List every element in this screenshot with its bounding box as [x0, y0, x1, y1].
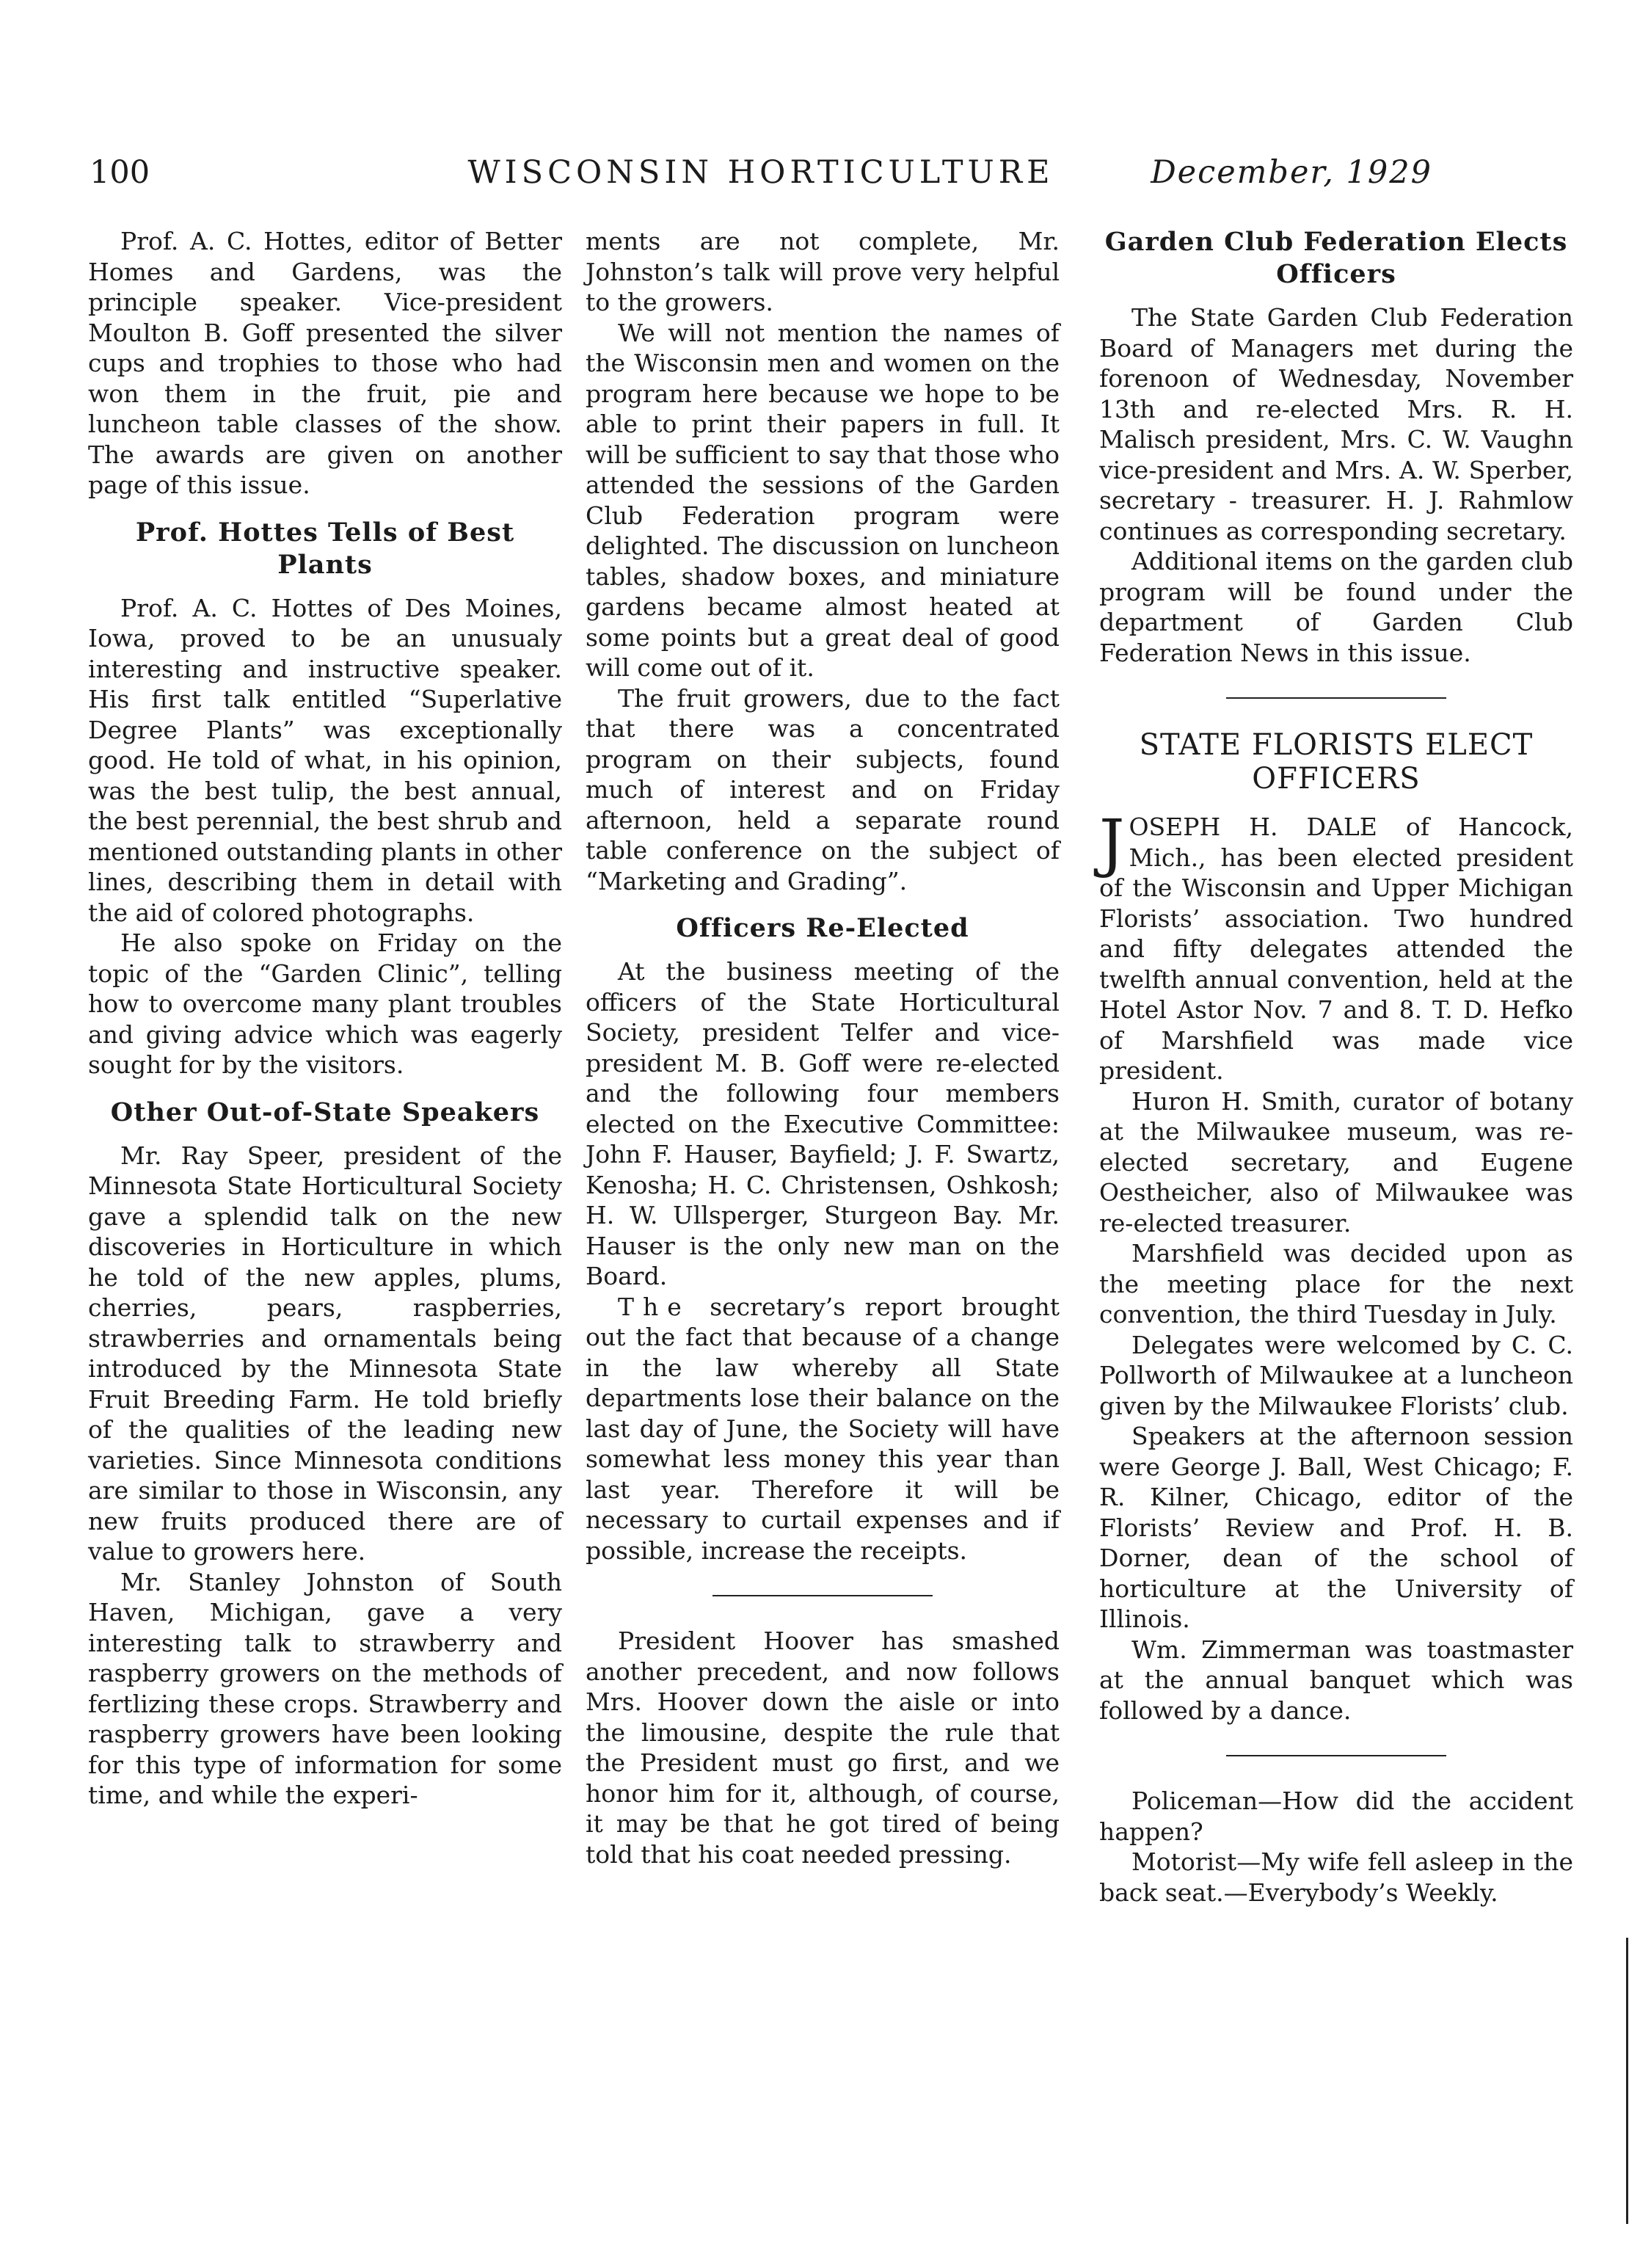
- paragraph: We will not mention the names of the Wisconsin men and women on the program here because we hope to be able to print their papers in full. It will be sufficient to say that those who attended the sessions of the Garden Club Federation program were delighted. The discussion on luncheon tables, shadow boxes, and miniature gardens became almost heated at some points but a great deal of good will come out of it.: [586, 318, 1060, 682]
- magazine-title: WISCONSIN HORTICULTURE: [467, 154, 1054, 191]
- paragraph: President Hoover has smashed another precedent, and now follows Mrs. Hoover down the aisle or into the limousine, despite the rule that the President must go first, and we honor him for it, although, of course, it may be that he got tired of being told that his coat needed pressing.: [586, 1627, 1060, 1869]
- paragraph: [1099, 807, 1573, 1086]
- paragraph: Delegates were welcomed by C. C. Pollworth of Milwaukee at a luncheon given by the Milwaukee Florists’ club.: [1099, 1330, 1573, 1420]
- paragraph: Prof. A. C. Hottes, editor of Better Homes and Gardens, was the principle speaker. Vice-president Moulton B. Goff presented the silver cups and trophies to those who had won them in the fruit, pie and luncheon table classes of the show. The awards are given on another page of this issue.: [88, 227, 562, 499]
- paragraph: Speakers at the afternoon session were George J. Ball, West Chicago; F. R. Kilner, Chicago, editor of the Florists’ Review and Prof. H. B. Dorner, dean of the school of horticulture at the University of Illinois.: [1099, 1422, 1573, 1633]
- section-heading: Garden Club Federation Elects Officers: [1104, 227, 1568, 289]
- paragraph: Huron H. Smith, curator of botany at the Milwaukee museum, was re-elected secretary, and Eugene Oestheicher, also of Milwaukee was re-elected treasurer.: [1099, 1086, 1573, 1237]
- section-heading: Other Out-of-State Speakers: [110, 1097, 540, 1127]
- column-2: [586, 226, 1060, 1869]
- paragraph: Marshfield was decided upon as the meeting place for the next convention, the third Tuesday in July.: [1099, 1239, 1573, 1329]
- divider-rule: [1226, 697, 1446, 699]
- spaced-lead-word: The: [618, 1292, 690, 1321]
- paragraph: Prof. A. C. Hottes of Des Moines, Iowa, proved to be an unusualy interesting and instructive speaker. His first talk entitled “Superlative Degree Plants” was exceptionally good. He told of what, in his opinion, was the best tulip, the best annual, the best perennial, the best shrub and mentioned outstanding plants in other lines, describing them in detail with the aid of colored photographs.: [88, 593, 562, 927]
- drop-cap: J: [1099, 807, 1125, 880]
- paragraph: Wm. Zimmerman was toastmaster at the annual banquet which was followed by a dance.: [1099, 1635, 1573, 1725]
- paragraph-body: secretary’s report brought out the fact that because of a change in the law whereby all State departments lose their balance on the last day of June, the Society will have somewhat less money this year than last year. Therefore it will be necessary to curtail expenses and if possible, increase the receipts.: [586, 1292, 1060, 1565]
- margin-line: [1626, 1938, 1628, 2224]
- paragraph: The fruit growers, due to the fact that there was a concentrated program on their subjects, found much of interest and on Friday afternoon, held a separate round table conference on the subject of “Marketing and Grading”.: [586, 683, 1060, 895]
- divider-rule: [1226, 1755, 1446, 1756]
- paragraph: The State Garden Club Federation Board of Managers met during the forenoon of Wednesday, November 13th and re-elected Mrs. R. H. Malisch president, Mrs. C. W. Vaughn vice-president and Mrs. A. W. Sperber, secretary - treasurer. H. J. Rahmlow continues as corresponding secretary.: [1099, 303, 1573, 545]
- page-number: 100: [90, 154, 150, 191]
- article-headline: STATE FLORISTS ELECT OFFICERS: [1139, 728, 1534, 796]
- paragraph: Mr. Ray Speer, president of the Minnesota State Horticultural Society gave a splendid talk on the new discoveries in Horticulture in which he told of the new apples, plums, cherries, pears, raspberries, strawberries and ornamentals being introduced by the Minnesota State Fruit Breeding Farm. He told briefly of the qualities of the leading new varieties. Since Minnesota conditions are similar to those in Wisconsin, any new fruits produced there are of value to growers here.: [88, 1141, 562, 1566]
- section-heading: Prof. Hottes Tells of Best Plants: [135, 517, 515, 580]
- paragraph: [586, 1292, 1060, 1566]
- paragraph: At the business meeting of the officers of the State Horticultural Society, president Telfer and vice-president M. B. Goff were re-elected and the following four members elected on the Executive Committee: John F. Hauser, Bayfield; J. F. Swartz, Kenosha; H. C. Christensen, Oshkosh; H. W. Ullsperger, Sturgeon Bay. Mr. Hauser is the only new man on the Board.: [586, 957, 1060, 1290]
- paragraph: He also spoke on Friday on the topic of the “Garden Clinic”, telling how to overcome many plant troubles and giving advice which was eagerly sought for by the visitors.: [88, 928, 562, 1079]
- issue-date: December, 1929: [1151, 154, 1432, 191]
- column-1: [88, 226, 562, 1811]
- divider-rule: [712, 1595, 933, 1596]
- paragraph: Mr. Stanley Johnston of South Haven, Michigan, gave a very interesting talk to strawberry and raspberry growers on the methods of fertlizing these crops. Strawberry and raspberry growers have been looking for this type of information for some time, and while the experi-: [88, 1567, 562, 1809]
- paragraph: ments are not complete, Mr. Johnston’s talk will prove very helpful to the growers.: [586, 227, 1060, 316]
- paragraph-body: OSEPH H. DALE of Hancock, Mich., has been elected president of the Wisconsin and Upper Michigan Florists’ association. Two hundred and fifty delegates attended the twelfth annual convention, held at the Hotel Astor Nov. 7 and 8. T. D. Hefko of Marshfield was made vice president.: [1099, 813, 1573, 1085]
- column-3: [1099, 226, 1573, 1908]
- paragraph: Motorist—My wife fell asleep in the back seat.—Everybody’s Weekly.: [1099, 1847, 1573, 1907]
- section-heading: Officers Re-Elected: [676, 913, 969, 943]
- page-header: [90, 154, 1432, 198]
- paragraph: Policeman—How did the accident happen?: [1099, 1787, 1573, 1846]
- paragraph: Additional items on the garden club program will be found under the department of Garden Club Federation News in this issue.: [1099, 547, 1573, 667]
